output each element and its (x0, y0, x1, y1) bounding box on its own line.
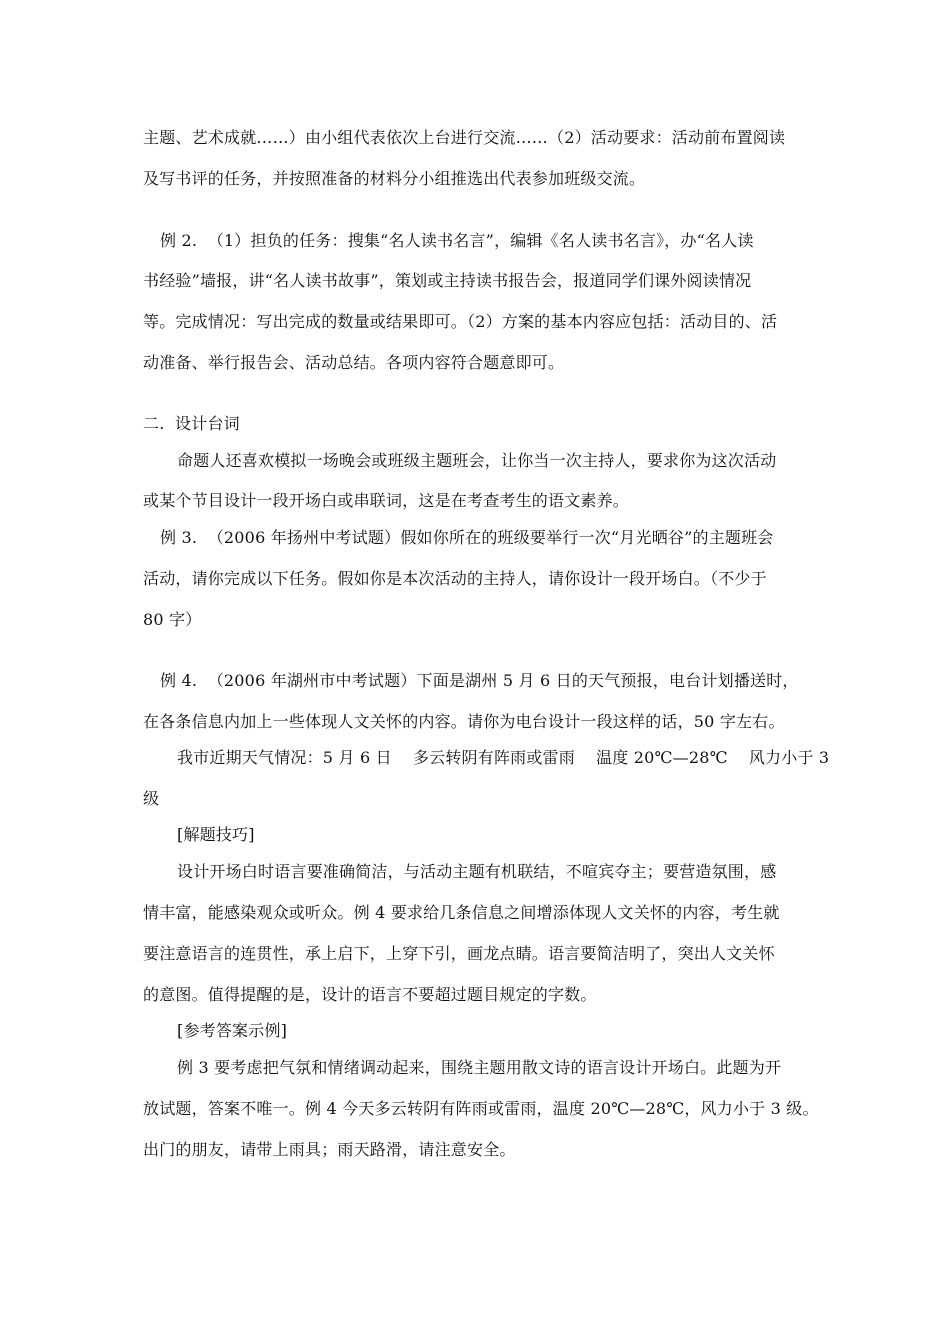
example2-line-1: 例 2. （1）担负的任务：搜集“名人读书名言”，编辑《名人读书名言》，办“名人读 (160, 231, 754, 250)
example3-line-3: 80 字） (143, 610, 202, 629)
section2-intro-line-2: 或某个节目设计一段开场白或串联词，这是在考查考生的语文素养。 (143, 491, 630, 510)
answer-line-1: 例 3 要考虑把气氛和情绪调动起来，围绕主题用散文诗的语言设计开场白。此题为开 (177, 1058, 782, 1077)
answer-line-2: 放试题，答案不唯一。例 4 今天多云转阴有阵雨或雷雨，温度 20℃—28℃，风力小于 3 级。 (143, 1099, 819, 1118)
example4-weather-line: 我市近期天气情况：5 月 6 日 多云转阴有阵雨或雷雨 温度 20℃—28℃ 风力小于 3 (177, 748, 830, 767)
example4-line-2: 在各条信息内加上一些体现人文关怀的内容。请你为电台设计一段这样的话，50 字左右。 (143, 712, 785, 731)
answer-line-3: 出门的朋友，请带上雨具；雨天路滑，请注意安全。 (143, 1140, 516, 1159)
example4-line-4: 级 (143, 789, 160, 808)
section2-intro-line-1: 命题人还喜欢模拟一场晚会或班级主题班会，让你当一次主持人，要求你为这次活动 (177, 451, 777, 470)
tips-line-1: 设计开场白时语言要准确简洁，与活动主题有机联结，不喧宾夺主；要营造氛围，感 (177, 862, 777, 881)
answer-heading: [参考答案示例] (177, 1021, 288, 1040)
block1-line-2: 及写书评的任务，并按照准备的材料分小组推选出代表参加班级交流。 (143, 169, 646, 188)
example2-line-3: 等。完成情况：写出完成的数量或结果即可。（2）方案的基本内容应包括：活动目的、活 (143, 312, 778, 331)
example2-line-4: 动准备、举行报告会、活动总结。各项内容符合题意即可。 (143, 353, 565, 372)
tips-line-2: 情丰富，能感染观众或听众。例 4 要求给几条信息之间增添体现人文关怀的内容，考生就 (143, 903, 780, 922)
block1-line-1: 主题、艺术成就……）由小组代表依次上台进行交流……（2）活动要求：活动前布置阅读 (143, 128, 786, 147)
tips-line-4: 的意图。值得提醒的是，设计的语言不要超过题目规定的字数。 (143, 985, 597, 1004)
example3-line-1: 例 3. （2006 年扬州中考试题）假如你所在的班级要举行一次“月光晒谷”的主题班会 (160, 528, 774, 547)
example4-line-1: 例 4. （2006 年湖州市中考试题）下面是湖州 5 月 6 日的天气预报，电台计划播送时， (160, 671, 799, 690)
example2-line-2: 书经验”墙报，讲“名人读书故事”，策划或主持读书报告会，报道同学们课外阅读情况 (143, 271, 752, 290)
tips-heading: [解题技巧] (177, 825, 255, 844)
tips-line-3: 要注意语言的连贯性，承上启下，上穿下引，画龙点睛。语言要简洁明了，突出人文关怀 (143, 944, 775, 963)
example3-line-2: 活动，请你完成以下任务。假如你是本次活动的主持人，请你设计一段开场白。（不少于 (143, 569, 767, 588)
section2-heading: 二. 设计台词 (143, 414, 240, 433)
